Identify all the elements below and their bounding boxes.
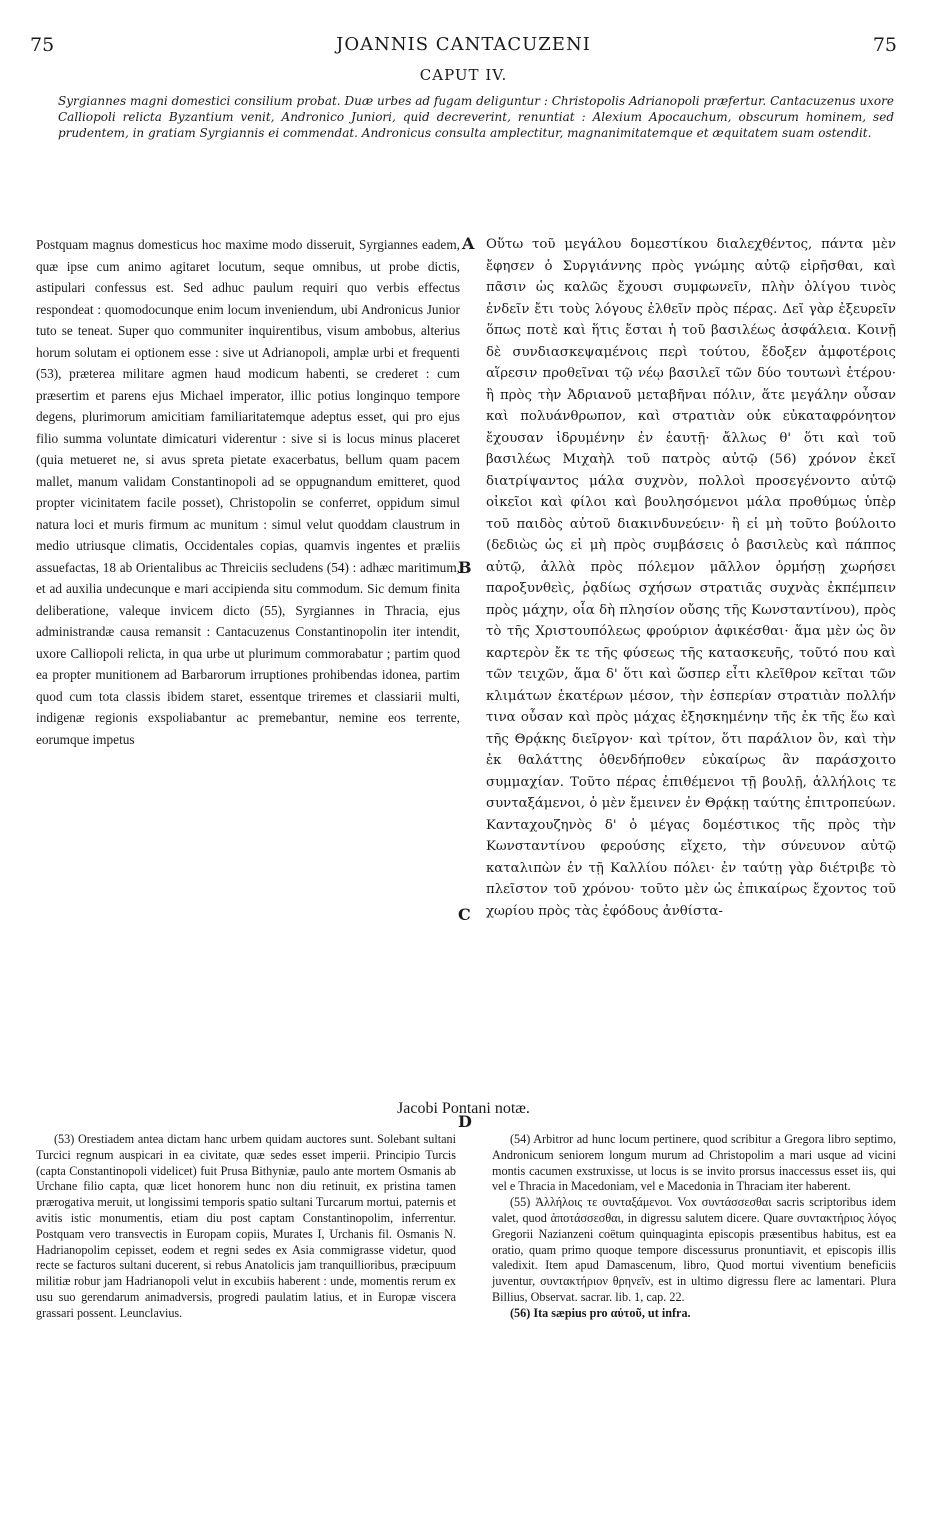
running-title: JOANNIS CANTACUZENI [336, 34, 591, 55]
margin-marker-a: A [462, 234, 475, 253]
chapter-summary: Syrgiannes magni domestici consilium probat. Duæ urbes ad fugam deliguntur : Christopolis Adrianopoli præfertur. Cantacuzenus uxore Calliopoli relicta Byzantium venit, Andronico Juniori, quid decreverint, renuntiat : Alexium Apocauchum, obscurum hominem, sed prudentem, in gratiam Syrgiannis ei commendat. Andronicus consulta amplectitur, magnanimitatemque et æquitatem suam ostendit. [58, 94, 894, 140]
notes-left-column [36, 1132, 456, 1322]
page-number-left: 75 [30, 34, 55, 56]
margin-marker-c: C [458, 905, 471, 924]
note-53: (53) Orestiadem antea dictam hanc urbem quidam auctores sunt. Solebant sultani Turcici regnum auspicari in ea civitate, quæ sedes esset imperii. Principio Turcis (capta Constantinopoli videlicet) fuit Prusa Bithyniæ, paulo ante mortem Osmanis ab Urchane filio capta, quæ licet honorem hunc non diu retinuit, ex pristina tamen prærogativa meruit, ut longissimi temporis spatio sultani Turcarum mortui, paternis et avitis istic monumentis, etiam diu post captam Constantinopolim, inferrentur. Postquam vero transvectis in Europam copiis, Murates I, Urchanis fil. Osmanis N. Hadrianopolim cepisset, eodem et regni sedes ex Asia commigrasse videtur, quod recte se facturos sultani ducerent, si rebus Anatolicis jam tranquillioribus, præcipuum militiæ robur jam Hadrianopoli velut in excubiis haberent : unde, momentis rerum ex usu suo gerendarum animadversis, progredi paulatim latius, et in Europæ viscera grassari possent. Leunclavius. [36, 1132, 456, 1320]
page-number-right: 75 [872, 34, 897, 56]
greek-column: Οὕτω τοῦ μεγάλου δομεστίκου διαλεχθέντος, πάντα μὲν ἔφησεν ὁ Συργιάννης πρὸς γνώμης αὐτῷ εἰρῆσθαι, καὶ πᾶσιν ὡς καλῶς ἔχουσι συμφωνεῖν, πλὴν ὀλίγου τινὸς ἐνδεῖν ἔτι τοὺς λόγους ἐλθεῖν πρὸς πέρας. Δεῖ γὰρ ἐξευρεῖν ὅπως ποτὲ καὶ ἥτις ἔσται ἡ τοῦ βασιλέως ἀσφάλεια. Κοινῇ δὲ συνδιασκεψαμένοις περὶ τούτου, ἔδοξεν ἀμφοτέροις αἵρεσιν προθεῖναι τῷ νέῳ βασιλεῖ τῶν δύο τουτωνὶ ἑτέρου· ἢ πρὸς τὴν Ἀδριανοῦ μεταβῆναι πόλιν, ἅτε μεγάλην οὖσαν καὶ πολυάνθρωπον, καὶ στρατιὰν οὐκ εὐκαταφρόνητον ἔχουσαν ἱδρυμένην ἐν ἑαυτῇ· ἄλλως θ' ὅτι καὶ τοῦ βασιλέως Μιχαὴλ τοῦ πατρὸς αὐτῷ (56) χρόνον ἐκεῖ διατρίψαντος μάλα συχνὸν, πολλοὶ προσεγένοντο αὐτῷ οἰκεῖοι καὶ φίλοι καὶ βουλησόμενοι μάλα προθύμως ὑπὲρ τοῦ παιδὸς αὐτοῦ διακινδυνεύειν· ἢ εἰ μὴ τοῦτο βούλοιτο (δεδιὼς ὡς εἰ μὴ πρὸς συμβάσεις ὁ βασιλεὺς καὶ πάππος αὐτῷ, ἀλλὰ πρὸς πόλεμον μᾶλλον ὁρμήσῃ χωρήσει παροξυνθεὶς, ῥᾳδίως σχήσων στρατιᾶς συχνὰς ἐκπέμπειν πρὸς μάχην, οἷα δὴ πλησίον οὔσης τῆς Κωνσταντίνου), πρὸς τὸ τῆς Χριστουπόλεως φρούριον ἀφικέσθαι· ἅμα μὲν ὡς ὂν καρτερὸν ἔκ τε τῆς φύσεως τῆς κατασκευῆς, τοῦτό που καὶ τῶν τειχῶν, ἅμα δ' ὅτι καὶ ὥσπερ εἶτι κλεῖθρον κεῖται τῶν κλιμάτων ἑκατέρων μέσον, τὴν ἑσπερίαν στρατιὰν πολλήν τινα οὖσαν καὶ πρὸς μάχας ἐξησκημένην τῆς ἐκ τῆς ἕω καὶ τῆς Θρᾴκης διεῖργον· καὶ τρίτον, ὅτι παράλιον ὂν, καὶ τὴν ἐκ θαλάττης ὁθενδήποθεν εὐκαίρως ἂν παράσχοιτο συμμαχίαν. Τοῦτο πέρας ἐπιθέμενοι τῇ βουλῇ, ἀλλήλοις τε συνταξάμενοι, ὁ μὲν ἔμεινεν ἐν Θρᾴκῃ ταύτης ἐπιτροπεύων. Κανταχουζηνὸς δ' ὁ μέγας δομέστικος τῆς πρὸς τὴν Κωνσταντίνου φερούσης εἴχετο, τὴν σύνευνον αὐτῷ καταλιπὼν ἐν τῇ Καλλίου πόλει· ἐν ταύτῃ γὰρ διέτριβε τὸ πλεῖστον τοῦ χρόνου· τοῦτο μὲν ὡς ἐπικαίρως ἔχοντος τοῦ χωρίου πρὸς τὰς ἐφόδους ἀνθίστα- [486, 237, 896, 919]
chapter-heading: CAPUT IV. [419, 66, 508, 84]
latin-column: Postquam magnus domesticus hoc maxime modo disseruit, Syrgiannes eadem, quæ ipse cum animo agitaret locutum, seque omnibus, ut probe dictis, astipulari confessus est. Sed adhuc paulum requiri quo verbis effectus respondeat : quomodocunque enim locum inveniendum, ubi Andronicus Junior tuto se teneat. Super quo communiter inquirentibus, visum ambobus, alterius horum solutam ei optionem esse : sive ut Adrianopoli, amplæ urbi et frequenti (53), præterea militare agmen haud modicum habenti, se crederet : cum præsertim et parens ejus Michael imperator, illic potius longinquo tempore degens, plurimorum amicitiam familiaritatemque adeptus esset, qui pro ejus filio summa voluntate dimicaturi viderentur : sive si is locus minus placeret (quia metueret ne, si avus spreta pietate exacerbatus, bellum quam pacem mallet, manum validam Constantinopoli ad se oppugnandum emitteret, quod propter vicinitatem facile posset), Christopolin se conferret, oppidum simul natura loci et muris firmum ac munitum : simul velut quoddam claustrum in medio utriusque climatis, Occidentales copias, quamvis ingentes et præliis assuefactas, 18 ab Orientalibus ac Threiciis secludens (54) : adhæc maritimum, et ad auxilia undecunque e mari accipienda situ commodum. Sic demum finita deliberatione, valeque invicem dicto (55), Syrgiannes in Thracia, ejus administrandæ causa remansit : Cantacuzenus Constantinopolin iter intendit, uxore Calliopoli relicta, in qua urbe ut plurimum commorabatur ; partim quod ea propter munitionem ad Barbarorum irruptiones prohibendas idonea, partim quod cum tota classis ibidem staret, essentque triremes et classiarii multi, indigenæ regionis exspoliabantur ac premebantur, nemine eos terrente, eorumque impetus [36, 237, 460, 747]
note-54: (54) Arbitror ad hunc locum pertinere, quod scribitur a Gregora libro septimo, Andronicum seniorem longum murum ad Christopolim a mari usque ad vicini montis cacumen exstruxisse, ut locus is se invito prorsus inaccessus esset iis, qui vel e Thracia in Macedoniam, vel e Macedonia in Thraciam iter haberent. [492, 1132, 896, 1194]
note-55: (55) Ἀλλήλοις τε συνταξάμενοι. Vox συντάσσεσθαι sacris scriptoribus idem valet, quod ἀποτάσσεσθαι, in digressu salutem dicere. Quare συντακτήριος λόγος Gregorii Nazianzeni coëtum quinquaginta episcopis præsentibus habitus, est ea oratio, quam primo quoque tempore discessurus pronuntiavit, et episcopis illis valedixit. Item apud Damascenum, libro, Quod mortui viventium beneficiis juventur, συντακτήριον θρηνεῖν, est in ultimo digressu flere ac lamentari. Plura Billius, Observat. sacrar. lib. 1, cap. 22. [492, 1195, 896, 1304]
margin-marker-b: B [458, 558, 472, 577]
margin-marker-d: D [458, 1112, 472, 1131]
notes-right-column [492, 1132, 896, 1322]
running-header [30, 34, 897, 60]
note-56: (56) Ita sæpius pro αὐτοῦ, ut infra. [510, 1305, 691, 1320]
notes-title: Jacobi Pontani notæ. [397, 1100, 530, 1117]
